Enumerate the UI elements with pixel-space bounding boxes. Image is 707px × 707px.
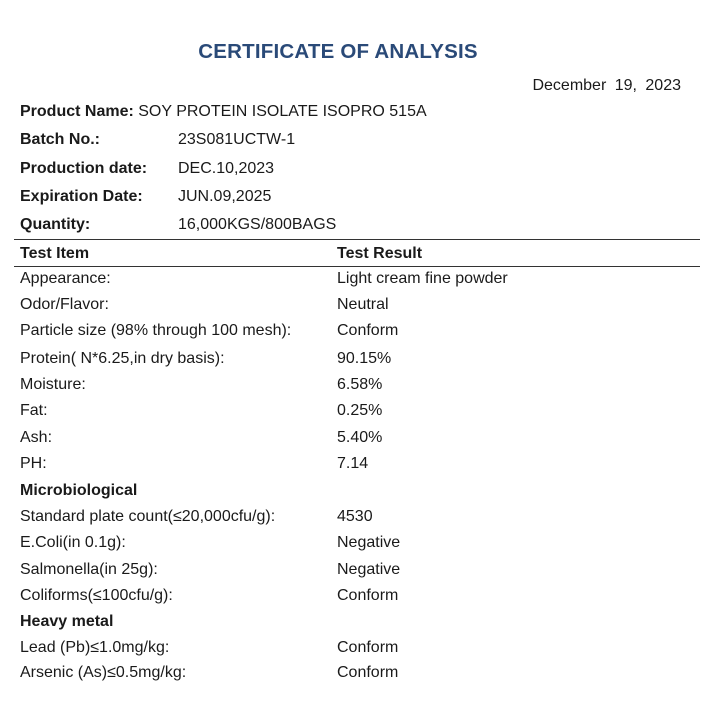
row-result: Neutral [337, 296, 389, 313]
expiration-date-label: Expiration Date: [20, 188, 143, 205]
quantity-line [20, 216, 337, 234]
batch-line [20, 131, 296, 149]
expiration-date-value: JUN.09,2025 [178, 188, 272, 205]
row-result: Conform [337, 322, 399, 339]
row-result: Negative [337, 534, 401, 551]
row-result: Negative [337, 561, 401, 578]
batch-label: Batch No.: [20, 131, 100, 148]
row-item: Salmonella(in 25g): [20, 561, 158, 578]
row-item: Lead (Pb)≤1.0mg/kg: [20, 639, 170, 656]
row-item: E.Coli(in 0.1g): [20, 534, 126, 551]
production-date-line [20, 160, 275, 178]
row-item: Arsenic (As)≤0.5mg/kg: [20, 664, 187, 681]
row-result: Conform [337, 639, 399, 656]
row-item: Fat: [20, 402, 48, 419]
row-item: Moisture: [20, 376, 86, 393]
row-item: Particle size (98% through 100 mesh): [20, 322, 292, 339]
row-result: Light cream fine powder [337, 270, 508, 287]
header-test-result: Test Result [337, 245, 423, 262]
product-name-line [20, 103, 427, 121]
document-date: December 19, 2023 [532, 77, 681, 94]
quantity-value: 16,000KGS/800BAGS [178, 216, 337, 233]
section-heading-label: Microbiological [20, 482, 138, 499]
row-item: Odor/Flavor: [20, 296, 109, 313]
row-result: 7.14 [337, 455, 369, 472]
table-header-rule [14, 266, 700, 267]
product-name-value: SOY PROTEIN ISOLATE ISOPRO 515A [138, 103, 427, 120]
header-test-item: Test Item [20, 245, 90, 262]
row-item: Coliforms(≤100cfu/g): [20, 587, 173, 604]
row-result: 6.58% [337, 376, 383, 393]
product-name-label: Product Name: [20, 103, 134, 120]
batch-value: 23S081UCTW-1 [178, 131, 296, 148]
production-date-label: Production date: [20, 160, 148, 177]
quantity-label: Quantity: [20, 216, 91, 233]
table-top-rule [14, 239, 700, 240]
production-date-value: DEC.10,2023 [178, 160, 275, 177]
section-heading-label: Heavy metal [20, 613, 114, 630]
row-result: 4530 [337, 508, 373, 525]
row-item: Standard plate count(≤20,000cfu/g): [20, 508, 276, 525]
row-result: Conform [337, 664, 399, 681]
expiration-date-line [20, 188, 272, 206]
row-result: 90.15% [337, 350, 392, 367]
row-item: Protein( N*6.25,in dry basis): [20, 350, 225, 367]
row-item: Appearance: [20, 270, 111, 287]
row-result: 0.25% [337, 402, 383, 419]
row-result: 5.40% [337, 429, 383, 446]
row-result: Conform [337, 587, 399, 604]
document-title: CERTIFICATE OF ANALYSIS [198, 40, 478, 63]
row-item: Ash: [20, 429, 53, 446]
row-item: PH: [20, 455, 47, 472]
